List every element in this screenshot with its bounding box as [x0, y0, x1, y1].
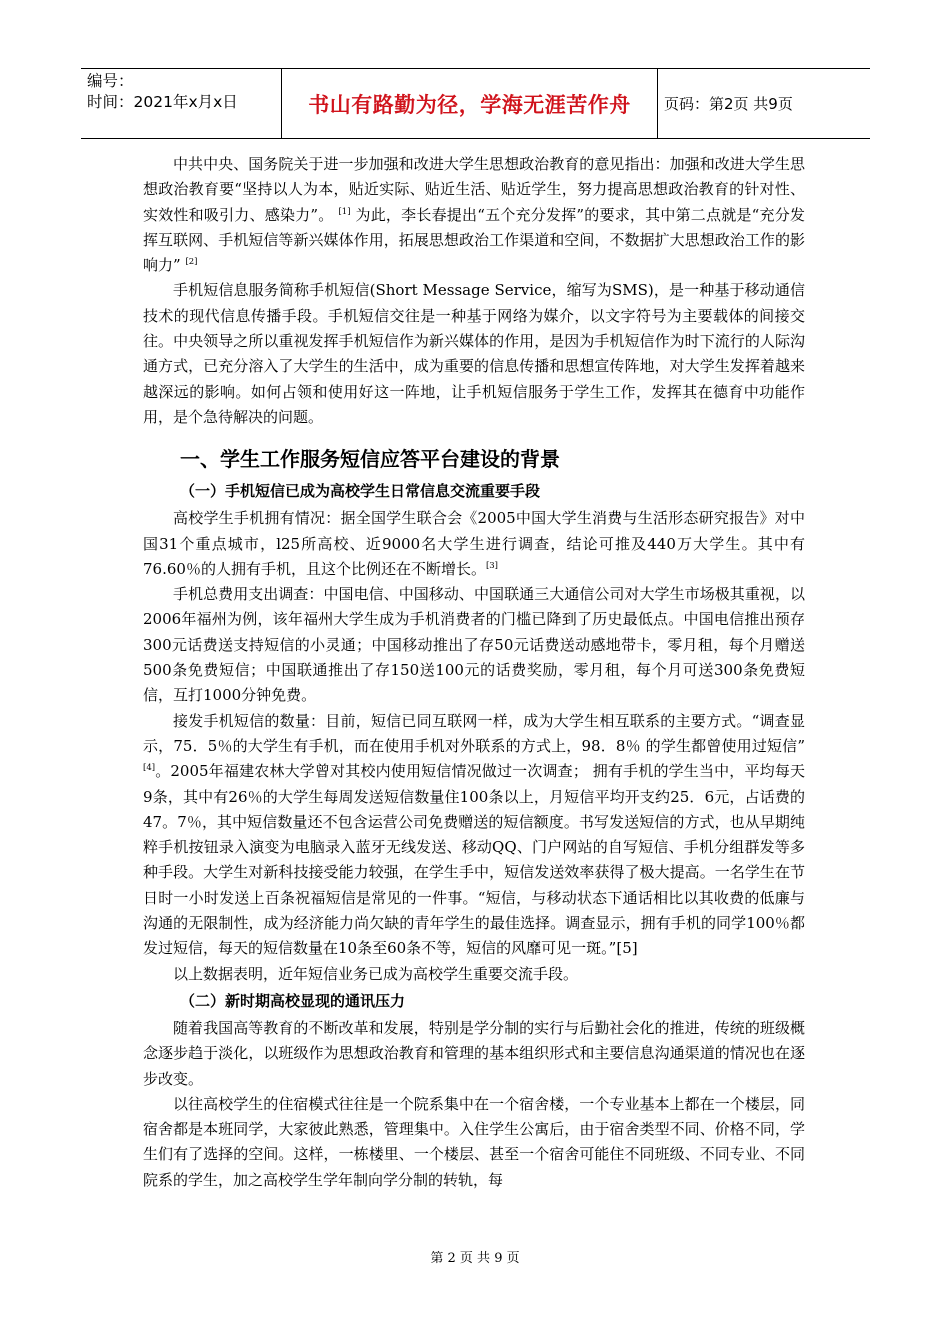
citation-ref: [2]	[185, 257, 198, 268]
header-motto: 书山有路勤为径，学海无涯苦作舟	[282, 69, 658, 138]
citation-ref: [3]	[485, 560, 498, 571]
paragraph-text: 为此，李长春提出“五个充分发挥”的要求，其中第二点就是“充分发挥互联网、手机短信等新兴媒体作用，拓展思想政治工作渠道和空间，不数据扩大思想政治工作的影响力”	[143, 205, 805, 275]
intro-paragraph-1	[143, 152, 805, 278]
subsection-heading: （二）新时期高校显现的通讯压力	[180, 991, 406, 1010]
page-footer: 第 2 页 共 9 页	[430, 1251, 520, 1266]
header-page-number: 页码：第2页 共9页	[664, 95, 793, 113]
section-heading: 一、学生工作服务短信应答平台建设的背景	[180, 447, 560, 472]
body-paragraph: 随着我国高等教育的不断改革和发展，特别是学分制的实行与后勤社会化的推进，传统的班级概念逐步趋于淡化，以班级作为思想政治教育和管理的基本组织形式和主要信息沟通渠道的情况也在逐步改变。	[143, 1018, 805, 1088]
body-paragraph: 手机总费用支出调查：中国电信、中国移动、中国联通三大通信公司对大学生市场极其重视，以2006年福州为例，该年福州大学生成为手机消费者的门槛已降到了历史最低点。中国电信推出预存300元话费送支持短信的小灵通；中国移动推出了存50元话费送动感地带卡，零月租，每个月赠送500条免费短信；中国联通推出了存150送100元的话费奖励，零月租，每个月可送300条免费短信，互打1000分钟免费。	[143, 585, 805, 705]
document-date-label: 时间：2021年x月x日	[87, 93, 238, 111]
paragraph-text: 高校学生手机拥有情况：据全国学生联合会《2005中国大学生消费与生活形态研究报告》对中国31个重点城市，l25所高校、近9000名大学生进行调查，结论可推及440万大学生。其中有76.60％的人拥有手机，且这个比例还在不断增长。	[143, 509, 805, 578]
body-paragraph	[143, 709, 805, 962]
body-paragraph: 以上数据表明，近年短信业务已成为高校学生重要交流手段。	[173, 964, 579, 983]
citation-ref: [1]	[338, 206, 351, 217]
citation-ref: [4]	[143, 763, 156, 774]
document-number-label: 编号：	[87, 72, 134, 90]
intro-paragraph-2: 手机短信息服务简称手机短信(Short Message Service，缩写为SMS)，是一种基于移动通信技术的现代信息传播手段。手机短信交往是一种基于网络为媒介，以文字符号为主要载体的间接交往。中央领导之所以重视发挥手机短信作为新兴媒体的作用，是因为手机短信作为时下流行的人际沟通方式，已充分溶入了大学生的生活中，成为重要的信息传播和思想宣传阵地，对大学生发挥着越来越深远的影响。如何占领和使用好这一阵地，让手机短信服务于学生工作，发挥其在德育中功能作用，是个急待解决的问题。	[143, 281, 805, 426]
document-body	[143, 152, 805, 1193]
paragraph-text: 中共中央、国务院关于进一步加强和改进大学生思想政治教育的意见指出：加强和改进大学生思想政治教育要“坚持以人为本，贴近实际、贴近生活、贴近学生，努力提高思想政治教育的针对性、实效性和吸引力、感染力”。	[143, 155, 805, 224]
paragraph-text: 。2005年福建农林大学曾对其校内使用短信情况做过一次调查； 拥有手机的学生当中，平均每天9条，其中有26％的大学生每周发送短信数量住100条以上，月短信平均开支约25．6元，占话费的47。7％，其中短信数量还不包含运营公司免费赠送的短信额度。书写发送短信的方式，也从早期纯粹手机按钮录入演变为电脑录入蓝牙无线发送、移动QQ、门户网站的自写短信、手机分组群发等多种手段。大学生对新科技接受能力较强，在学生手中，短信发送效率获得了极大提高。一名学生在节日时一小时发送上百条祝福短信是常见的一件事。“短信，与移动状态下通话相比以其收费的低廉与沟通的无限制性，成为经济能力尚欠缺的青年学生的最佳选择。调查显示，拥有手机的同学100％都发过短信，每天的短信数量在10条至60条不等，短信的风靡可见一斑。”[5]	[143, 762, 805, 958]
page-header	[81, 68, 870, 139]
paragraph-text: 接发手机短信的数量：目前，短信已同互联网一样，成为大学生相互联系的主要方式。“调查显示，75．5％的大学生有手机，而在使用手机对外联系的方式上，98．8％ 的学生都曾使用过短信”	[143, 711, 805, 755]
subsection-heading: （一）手机短信已成为高校学生日常信息交流重要手段	[180, 482, 541, 501]
body-paragraph: 以往高校学生的住宿模式往往是一个院系集中在一个宿舍楼，一个专业基本上都在一个楼层，同宿舍都是本班同学，大家彼此熟悉，管理集中。入住学生公寓后，由于宿舍类型不同、价格不同，学生们有了选择的空间。这样，一栋楼里、一个楼层、甚至一个宿舍可能住不同班级、不同专业、不同院系的学生，加之高校学生学年制向学分制的转轨，每	[143, 1094, 805, 1189]
body-paragraph	[143, 506, 805, 582]
header-meta	[81, 69, 282, 138]
